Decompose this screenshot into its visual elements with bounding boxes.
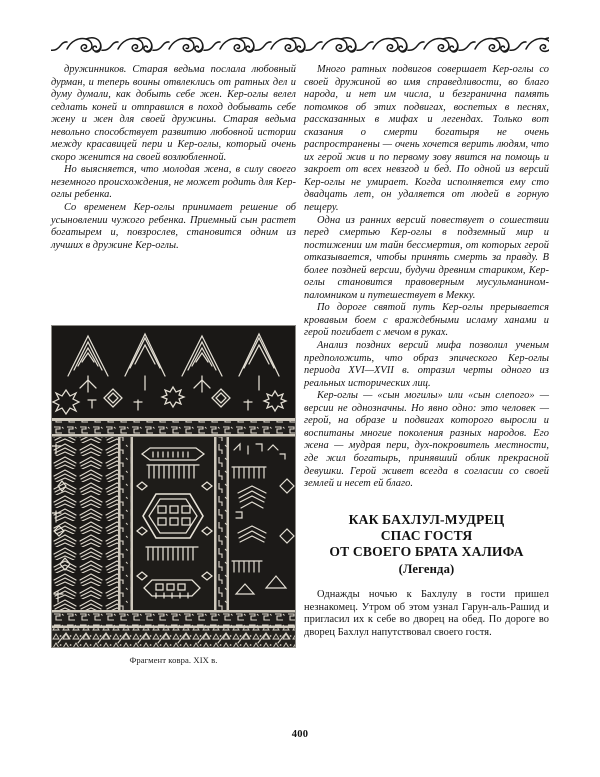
section-heading-genre: (Легенда)	[398, 561, 455, 576]
paragraph: Анализ поздних версий мифа позволил ученым предположить, что образ эпического Кер-оглы периода XVI—XVII в. отразил черты одного из реальных исторических лиц.	[304, 340, 549, 389]
paragraph: Много ратных подвигов совершает Кер-оглы со своей дружиной во имя справедливости, во благо народа, и нет им числа, и безгранична память потомков об этих подвигах, воспетых в песнях, рассказанных в мифах и легендах. Только вот сказания о смерти богатыря не очень распространены — очень хочется верить людям, что их герой жив и по первому зову явится на помощь и закроет от всех невзгод и бед. По одной из версий Кер-оглы не умирает. Когда исполняется ему сто двадцать лет, он удаляется от людей в горную пещеру.	[304, 64, 549, 214]
paragraph: По дороге святой путь Кер-оглы прерывается кровавым боем с враждебными исламу ханами и герой погибает с мечом в руках.	[304, 302, 549, 339]
section-heading-line-1: КАК БАХЛУЛ-МУДРЕЦ	[348, 511, 505, 527]
section-heading-line-2: СПАС ГОСТЯ	[380, 528, 473, 543]
carpet-figure	[51, 325, 296, 665]
wave-scroll-border-ornament	[51, 34, 549, 56]
page-number: 400	[291, 729, 309, 740]
figure-caption: Фрагмент ковра. XIX в.	[129, 655, 218, 665]
paragraph: Но выясняется, что молодая жена, в силу своего неземного происхождения, не может родить для Кер-оглы ребенка.	[51, 164, 296, 201]
right-column	[304, 64, 549, 639]
section-heading	[304, 512, 549, 578]
section-heading-line-3: ОТ СВОЕГО БРАТА ХАЛИФА	[329, 544, 524, 560]
paragraph: Кер-оглы — «сын могилы» или «сын слепого» — версии не однозначны. Но явно одно: это человек — герой, на образе и подвигах которого выросли и воспитаны многие поколения разных народов. Его жена — мудрая пери, дух-покровитель местности, где жил богатырь, принявший облик прекрасной девушки. Герой живет всегда в согласии со своей землей и несет ей благо.	[304, 390, 549, 490]
paragraph: дружинников. Старая ведьма послала любовный дурман, и теперь воины отвлеклись от ратных дел и думу думали, как добыть себе жен. Кер-оглы велел седлать коней и отправился в поход добывать себе жену и жен для своей дружины. Старая ведьма невольно способствует развитию любовной истории между красавицей пери и Кер-оглы, который очень скоро женится на своей возлюбленной.	[51, 64, 296, 163]
paragraph: Однажды ночью к Бахлулу в гости пришел незнакомец. Утром об этом узнал Гарун-аль-Рашид и пригласил их к себе во дворец на обед. По дороге во дворец Бахлул напутствовал своего гостя.	[304, 589, 549, 638]
paragraph: Со временем Кер-оглы принимает решение об усыновлении чужого ребенка. Приемный сын растет богатырем и, повзрослев, становится одним из лучших в дружине Кер-оглы.	[51, 202, 296, 251]
body-columns	[51, 64, 549, 724]
paragraph: Одна из ранних версий повествует о сошествии перед смертью Кер-оглы в подземный мир и постижении им тайн бессмертия, от которых герой отказывается, чтобы принять смерть за правду. В более поздней версии, будучи древним стариком, Кер-оглы становится правоверным мусульманином-паломником и путешествует в Мекку.	[304, 214, 549, 301]
left-column	[51, 64, 296, 665]
carpet-photograph	[51, 325, 296, 648]
